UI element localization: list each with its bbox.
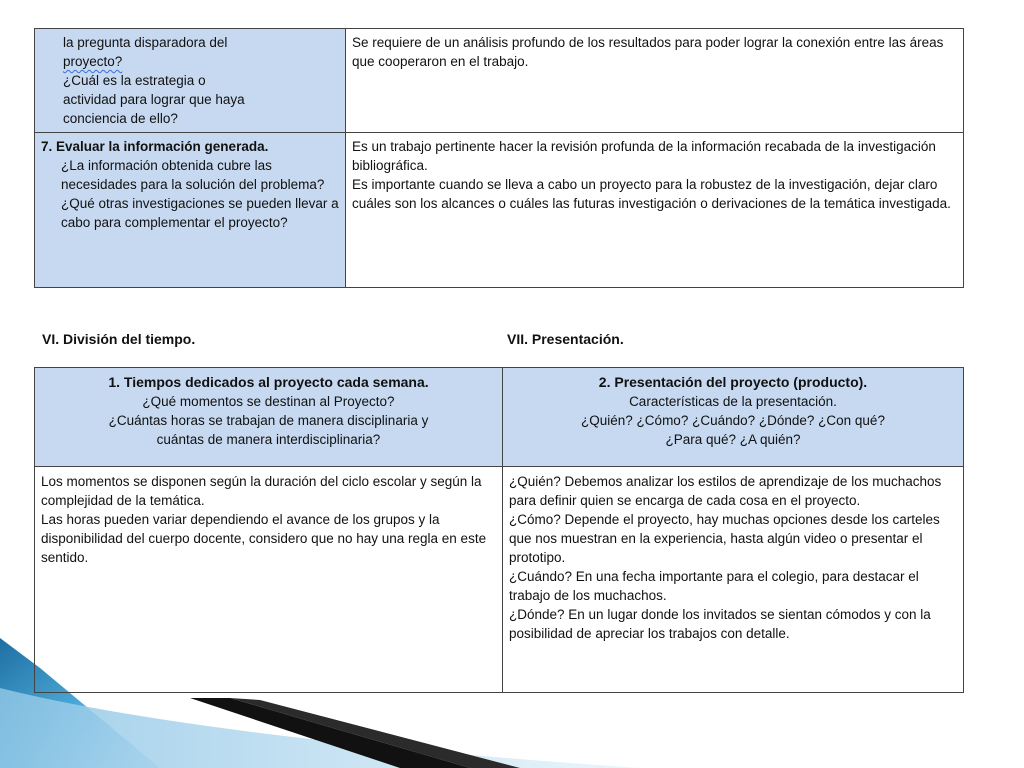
section-vii-heading: VII. Presentación.: [507, 331, 624, 347]
row2-answer-2: Es importante cuando se lleva a cabo un proyecto para la robustez de la investigación, dejar claro cuáles son los alcances o cuáles las futuras investigación o derivaciones de la temática investigada.: [352, 177, 951, 212]
row2-answer-cell: [346, 133, 964, 288]
row1-line5: conciencia de ello?: [63, 111, 178, 126]
row1-line4: actividad para lograr que haya: [63, 92, 245, 107]
time-header-line2: ¿Qué momentos se destinan al Proyecto?: [142, 394, 395, 409]
time-body-p1: Los momentos se disponen según la duración del ciclo escolar y según la complejidad de la temática.: [41, 474, 482, 508]
presentation-header-line3: ¿Quién? ¿Cómo? ¿Cuándo? ¿Dónde? ¿Con qué?: [581, 413, 885, 428]
time-presentation-table: [34, 367, 964, 693]
row2-question-1: ¿La información obtenida cubre las necesidades para la solución del problema?: [61, 158, 325, 193]
presentation-body-p2: ¿Cómo? Depende el proyecto, hay muchas opciones desde los carteles que nos muestran en la experiencia, hasta algún video o presentar el prototipo.: [509, 512, 940, 565]
time-body-p2: Las horas pueden variar dependiendo el avance de los grupos y la disponibilidad del cuerpo docente, considero que no hay una regla en este sentido.: [41, 512, 487, 565]
row1-line2: proyecto?: [63, 54, 123, 69]
row2-answer-1: Es un trabajo pertinente hacer la revisión profunda de la información recabada de la investigación bibliográfica.: [352, 139, 936, 174]
time-header-title: 1. Tiempos dedicados al proyecto cada semana.: [108, 374, 429, 390]
evaluation-table: [34, 28, 964, 288]
presentation-body-cell: [503, 467, 964, 693]
presentation-header-line4: ¿Para qué? ¿A quién?: [665, 432, 801, 447]
row2-question-cell: [35, 133, 346, 288]
row1-answer-cell: [346, 29, 964, 133]
presentation-header-line2: Características de la presentación.: [629, 394, 837, 409]
time-header-line3: ¿Cuántas horas se trabajan de manera disciplinaria y: [108, 413, 429, 428]
section-vi-heading: VI. División del tiempo.: [42, 331, 196, 347]
row2-title: 7. Evaluar la información generada.: [41, 139, 269, 155]
presentation-header-title: 2. Presentación del proyecto (producto).: [598, 374, 868, 390]
row1-question-cell: [35, 29, 346, 133]
row1-line1: la pregunta disparadora del: [63, 35, 228, 50]
row1-answer: Se requiere de un análisis profundo de los resultados para poder lograr la conexión entre las áreas que cooperaron en el trabajo.: [352, 35, 944, 69]
presentation-body-p3: ¿Cuándo? En una fecha importante para el colegio, para destacar el trabajo de los muchachos.: [509, 569, 919, 603]
row2-question-2: ¿Qué otras investigaciones se pueden llevar a cabo para complementar el proyecto?: [61, 196, 339, 231]
presentation-body-p1: ¿Quién? Debemos analizar los estilos de aprendizaje de los muchachos para definir quien se encarga de cada cosa en el proyecto.: [509, 474, 942, 508]
time-header-line4: cuántas de manera interdisciplinaria?: [156, 432, 381, 447]
row1-line3: ¿Cuál es la estrategia o: [63, 73, 206, 88]
time-body-cell: [35, 467, 503, 693]
presentation-header-cell: [503, 368, 964, 467]
presentation-body-p4: ¿Dónde? En un lugar donde los invitados se sientan cómodos y con la posibilidad de apreciar los trabajos con detalle.: [509, 607, 931, 641]
time-header-cell: [35, 368, 503, 467]
